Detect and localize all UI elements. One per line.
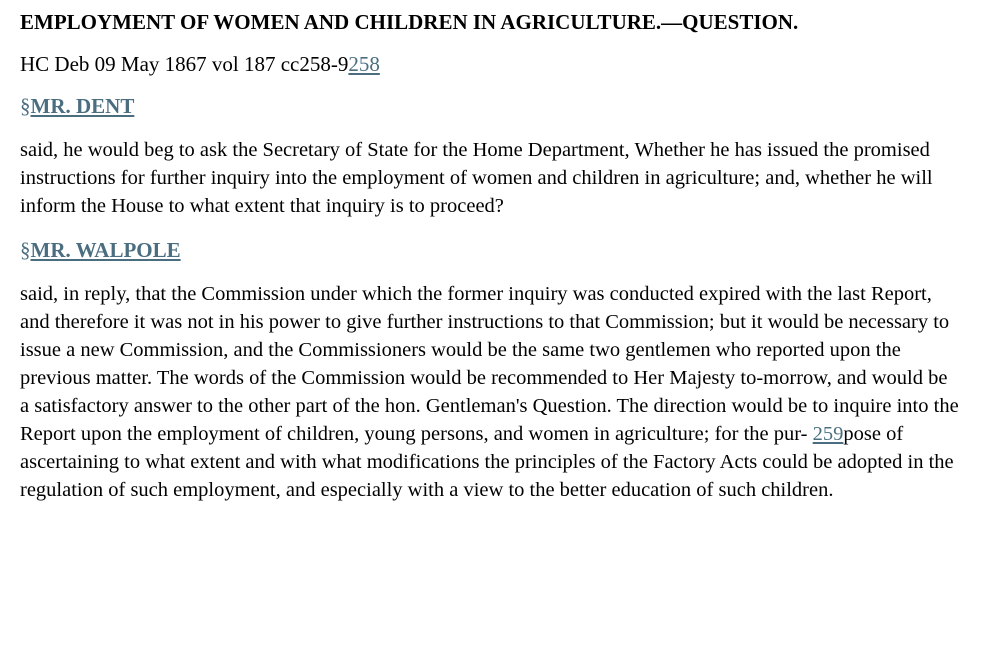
speaker-link-dent[interactable]: MR. DENT — [30, 94, 135, 118]
speaker-link-walpole[interactable]: MR. WALPOLE — [30, 238, 181, 262]
column-link-259[interactable]: 259 — [812, 423, 844, 445]
citation-text: HC Deb 09 May 1867 vol 187 cc258-9 — [20, 52, 349, 76]
speech-walpole — [20, 280, 960, 504]
page-title: EMPLOYMENT OF WOMEN AND CHILDREN IN AGRICULTURE.—QUESTION. — [20, 10, 799, 34]
speech-dent: said, he would beg to ask the Secretary of State for the Home Department, Whether he has issued the promised instructions for further inquiry into the employment of women and children in agriculture; and, whether he will inform the House to what extent that inquiry is to proceed? — [20, 139, 933, 217]
speech-walpole-part2: pose of ascertaining to what extent and with what modifications the principles of the Factory Acts could be adopted in the regulation of such employment, and especially with a view to the better education of such children. — [20, 423, 954, 501]
speaker-heading-dent — [20, 92, 986, 120]
speech-walpole-part1: said, in reply, that the Commission under which the former inquiry was conducted expired with the last Report, and therefore it was not in his power to give further instructions to that Commission; but it would be necessary to issue a new Commission, and the Commissioners would be the same two gentlemen who reported upon the previous matter. The words of the Commission would be recommended to Her Majesty to-morrow, and would be a satisfactory answer to the other part of the hon. Gentleman's Question. The direction would be to inquire into the Report upon the employment of children, young persons, and women in agriculture; for the pur- — [20, 283, 959, 445]
speaker-heading-walpole — [20, 236, 986, 264]
debate-citation — [20, 50, 986, 78]
section-mark: § — [20, 238, 31, 262]
column-link-258[interactable]: 258 — [348, 52, 380, 76]
section-mark: § — [20, 94, 31, 118]
